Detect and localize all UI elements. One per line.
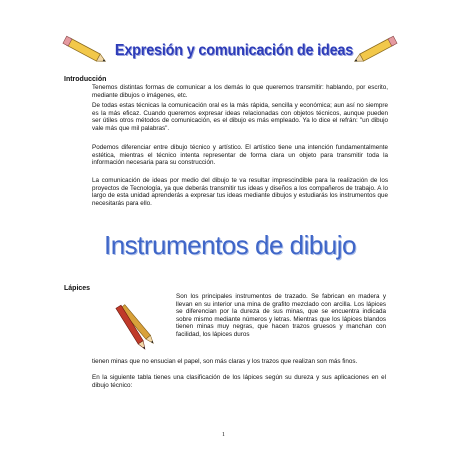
lapices-heading: Lápices [64, 285, 91, 292]
page-number: 1 [222, 432, 225, 438]
intro-heading: Introducción [64, 76, 107, 83]
intro-paragraph: Tenemos distintas formas de comunicar a los demás lo que queremos transmitir: hablando, por escrito, mediante dibujos o imágenes, etc. [92, 84, 388, 99]
lapices-paragraph-continuation: tienen minas que no ensucian el papel, son más claras y los trazos que realizan son más finos. [92, 358, 358, 365]
pencil-icon [348, 34, 400, 68]
intro-paragraph: Podemos diferenciar entre dibujo técnico y artístico. El artístico tiene una intención fundamentalmente estética, mientras el técnico intenta representar de forma clara un objeto para transmitir toda la información necesaria para su construcción. [92, 144, 388, 166]
pencil-icon [60, 34, 112, 68]
intro-paragraph: La comunicación de ideas por medio del dibujo te va resultar imprescindible para la realización de los proyectos de Tecnología, ya que deberás transmitir tus ideas y diseños a los compañeros de trabajo. A lo largo de esta unidad aprenderás a expresar tus ideas mediante dibujos y estudiarás los instrumentos que necesitarás para ello. [92, 177, 388, 207]
section-title: Instrumentos de dibujo [103, 230, 357, 260]
pencils-illustration-icon [108, 296, 166, 358]
intro-paragraph: De todas estas técnicas la comunicación oral es la más rápida, sencilla y económica; aun así no siempre es la más eficaz. Cuando queremos expresar ideas relacionadas con objetos técnicos, aunque pueden ser útiles otros métodos de comunicación, es el dibujo es más empleado. Ya lo dice el refrán: "un dibujo vale más que mil palabras". [92, 102, 388, 132]
lapices-paragraph: Son los principales instrumentos de trazado. Se fabrican en madera y llevan en su interior una mina de grafito mezclado con arcilla. Los lápices se diferencian por la dureza de sus minas, que se encuentra indicada sobre mismo mediante números y letras. Mientras que los lápices blandos tienen minas muy negras, que hacen trazos gruesos y manchan con facilidad, los lápices duros [176, 293, 386, 338]
lapices-classification-paragraph: En la siguiente tabla tienes una clasificación de los lápices según su dureza y sus aplicaciones en el dibujo técnico: [92, 374, 386, 389]
document-title: Expresión y comunicación de ideas [114, 42, 354, 59]
